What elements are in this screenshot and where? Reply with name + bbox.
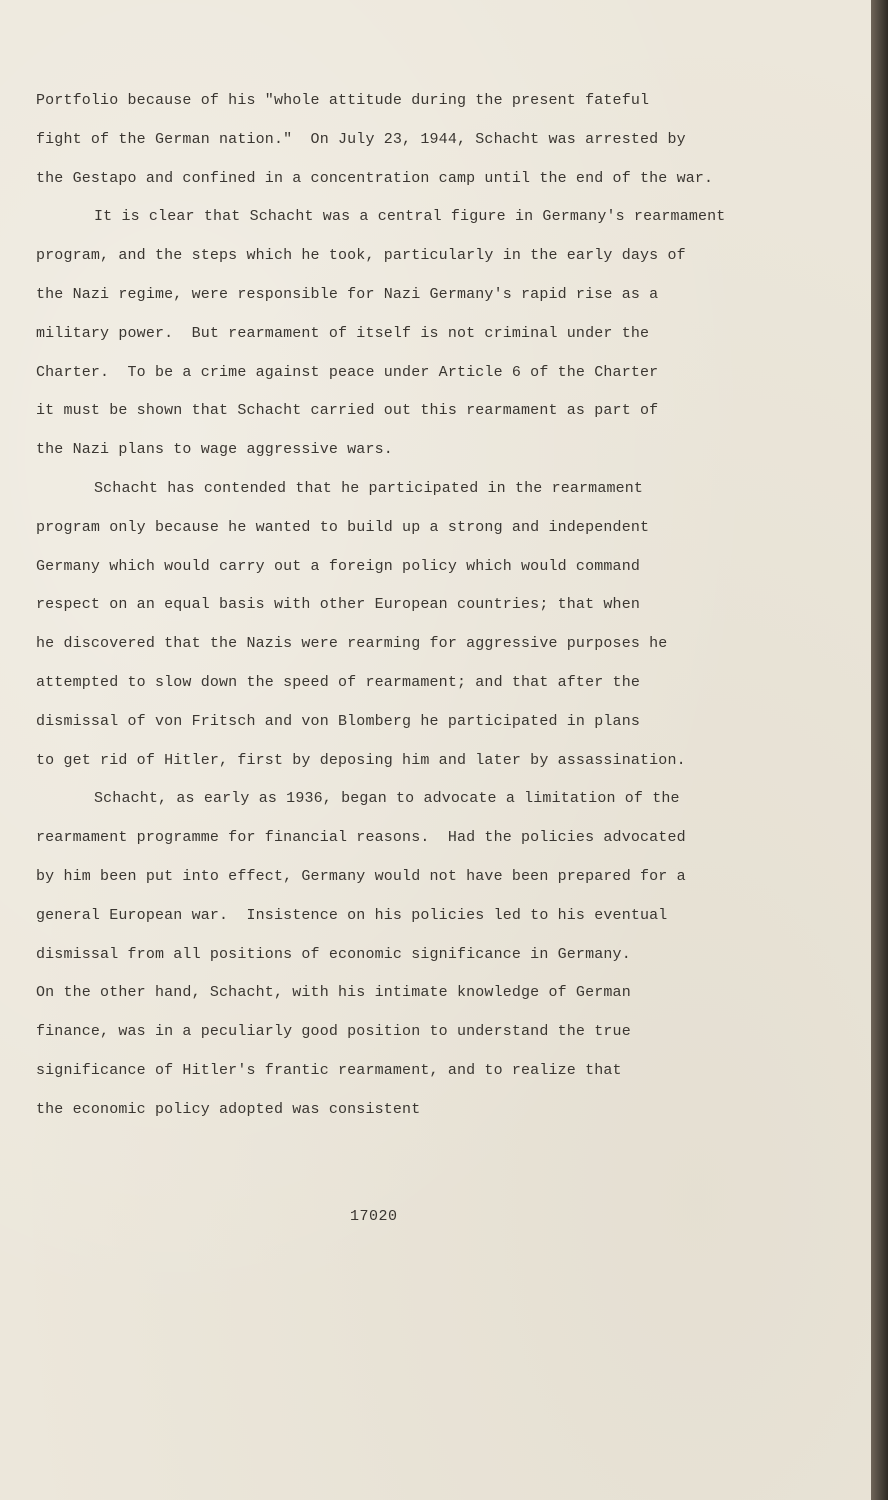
paragraph-start-line: Schacht has contended that he participated in the rearmament: [94, 479, 644, 497]
text-line: the Nazi plans to wage aggressive wars.: [36, 441, 393, 459]
text-line: it must be shown that Schacht carried out this rearmament as part of: [36, 402, 659, 420]
text-line: Portfolio because of his "whole attitude during the present fateful: [36, 92, 650, 109]
text-line: rearmament programme for financial reasons. Had the policies advocated: [36, 829, 686, 847]
text-line: finance, was in a peculiarly good position to understand the true: [36, 1023, 631, 1041]
text-line: respect on an equal basis with other European countries; that when: [36, 596, 640, 614]
text-line: dismissal of von Fritsch and von Blomberg he participated in plans: [36, 712, 640, 730]
text-line: the Nazi regime, were responsible for Nazi Germany's rapid rise as a: [36, 285, 659, 303]
text-line: military power. But rearmament of itself is not criminal under the: [36, 324, 650, 342]
text-line: to get rid of Hitler, first by deposing him and later by assassination.: [36, 751, 686, 769]
text-line: program only because he wanted to build up a strong and independent: [36, 518, 650, 536]
text-line: Germany which would carry out a foreign policy which would command: [36, 557, 640, 575]
text-line: significance of Hitler's frantic rearmament, and to realize that: [36, 1061, 622, 1079]
text-line: On the other hand, Schacht, with his intimate knowledge of German: [36, 984, 631, 1002]
paragraph-start-line: Schacht, as early as 1936, began to advocate a limitation of the: [94, 790, 680, 808]
text-line: Charter. To be a crime against peace under Article 6 of the Charter: [36, 363, 659, 381]
text-line: dismissal from all positions of economic significance in Germany.: [36, 945, 631, 963]
text-line: the economic policy adopted was consistent: [36, 1100, 421, 1118]
page-edge-shadow: [871, 0, 888, 1500]
text-line: he discovered that the Nazis were rearming for aggressive purposes he: [36, 635, 668, 653]
text-line: fight of the German nation." On July 23, 1944, Schacht was arrested by: [36, 130, 686, 148]
paragraph-start-line: It is clear that Schacht was a central figure in Germany's rearmament: [94, 208, 726, 226]
text-line: by him been put into effect, Germany would not have been prepared for a: [36, 867, 686, 885]
text-line: general European war. Insistence on his policies led to his eventual: [36, 906, 668, 924]
text-line: program, and the steps which he took, particularly in the early days of: [36, 247, 686, 265]
body-text: [36, 86, 796, 1134]
text-line: attempted to slow down the speed of rearmament; and that after the: [36, 673, 640, 691]
page-number: 17020: [350, 1208, 398, 1225]
text-line: the Gestapo and confined in a concentration camp until the end of the war.: [36, 169, 714, 187]
